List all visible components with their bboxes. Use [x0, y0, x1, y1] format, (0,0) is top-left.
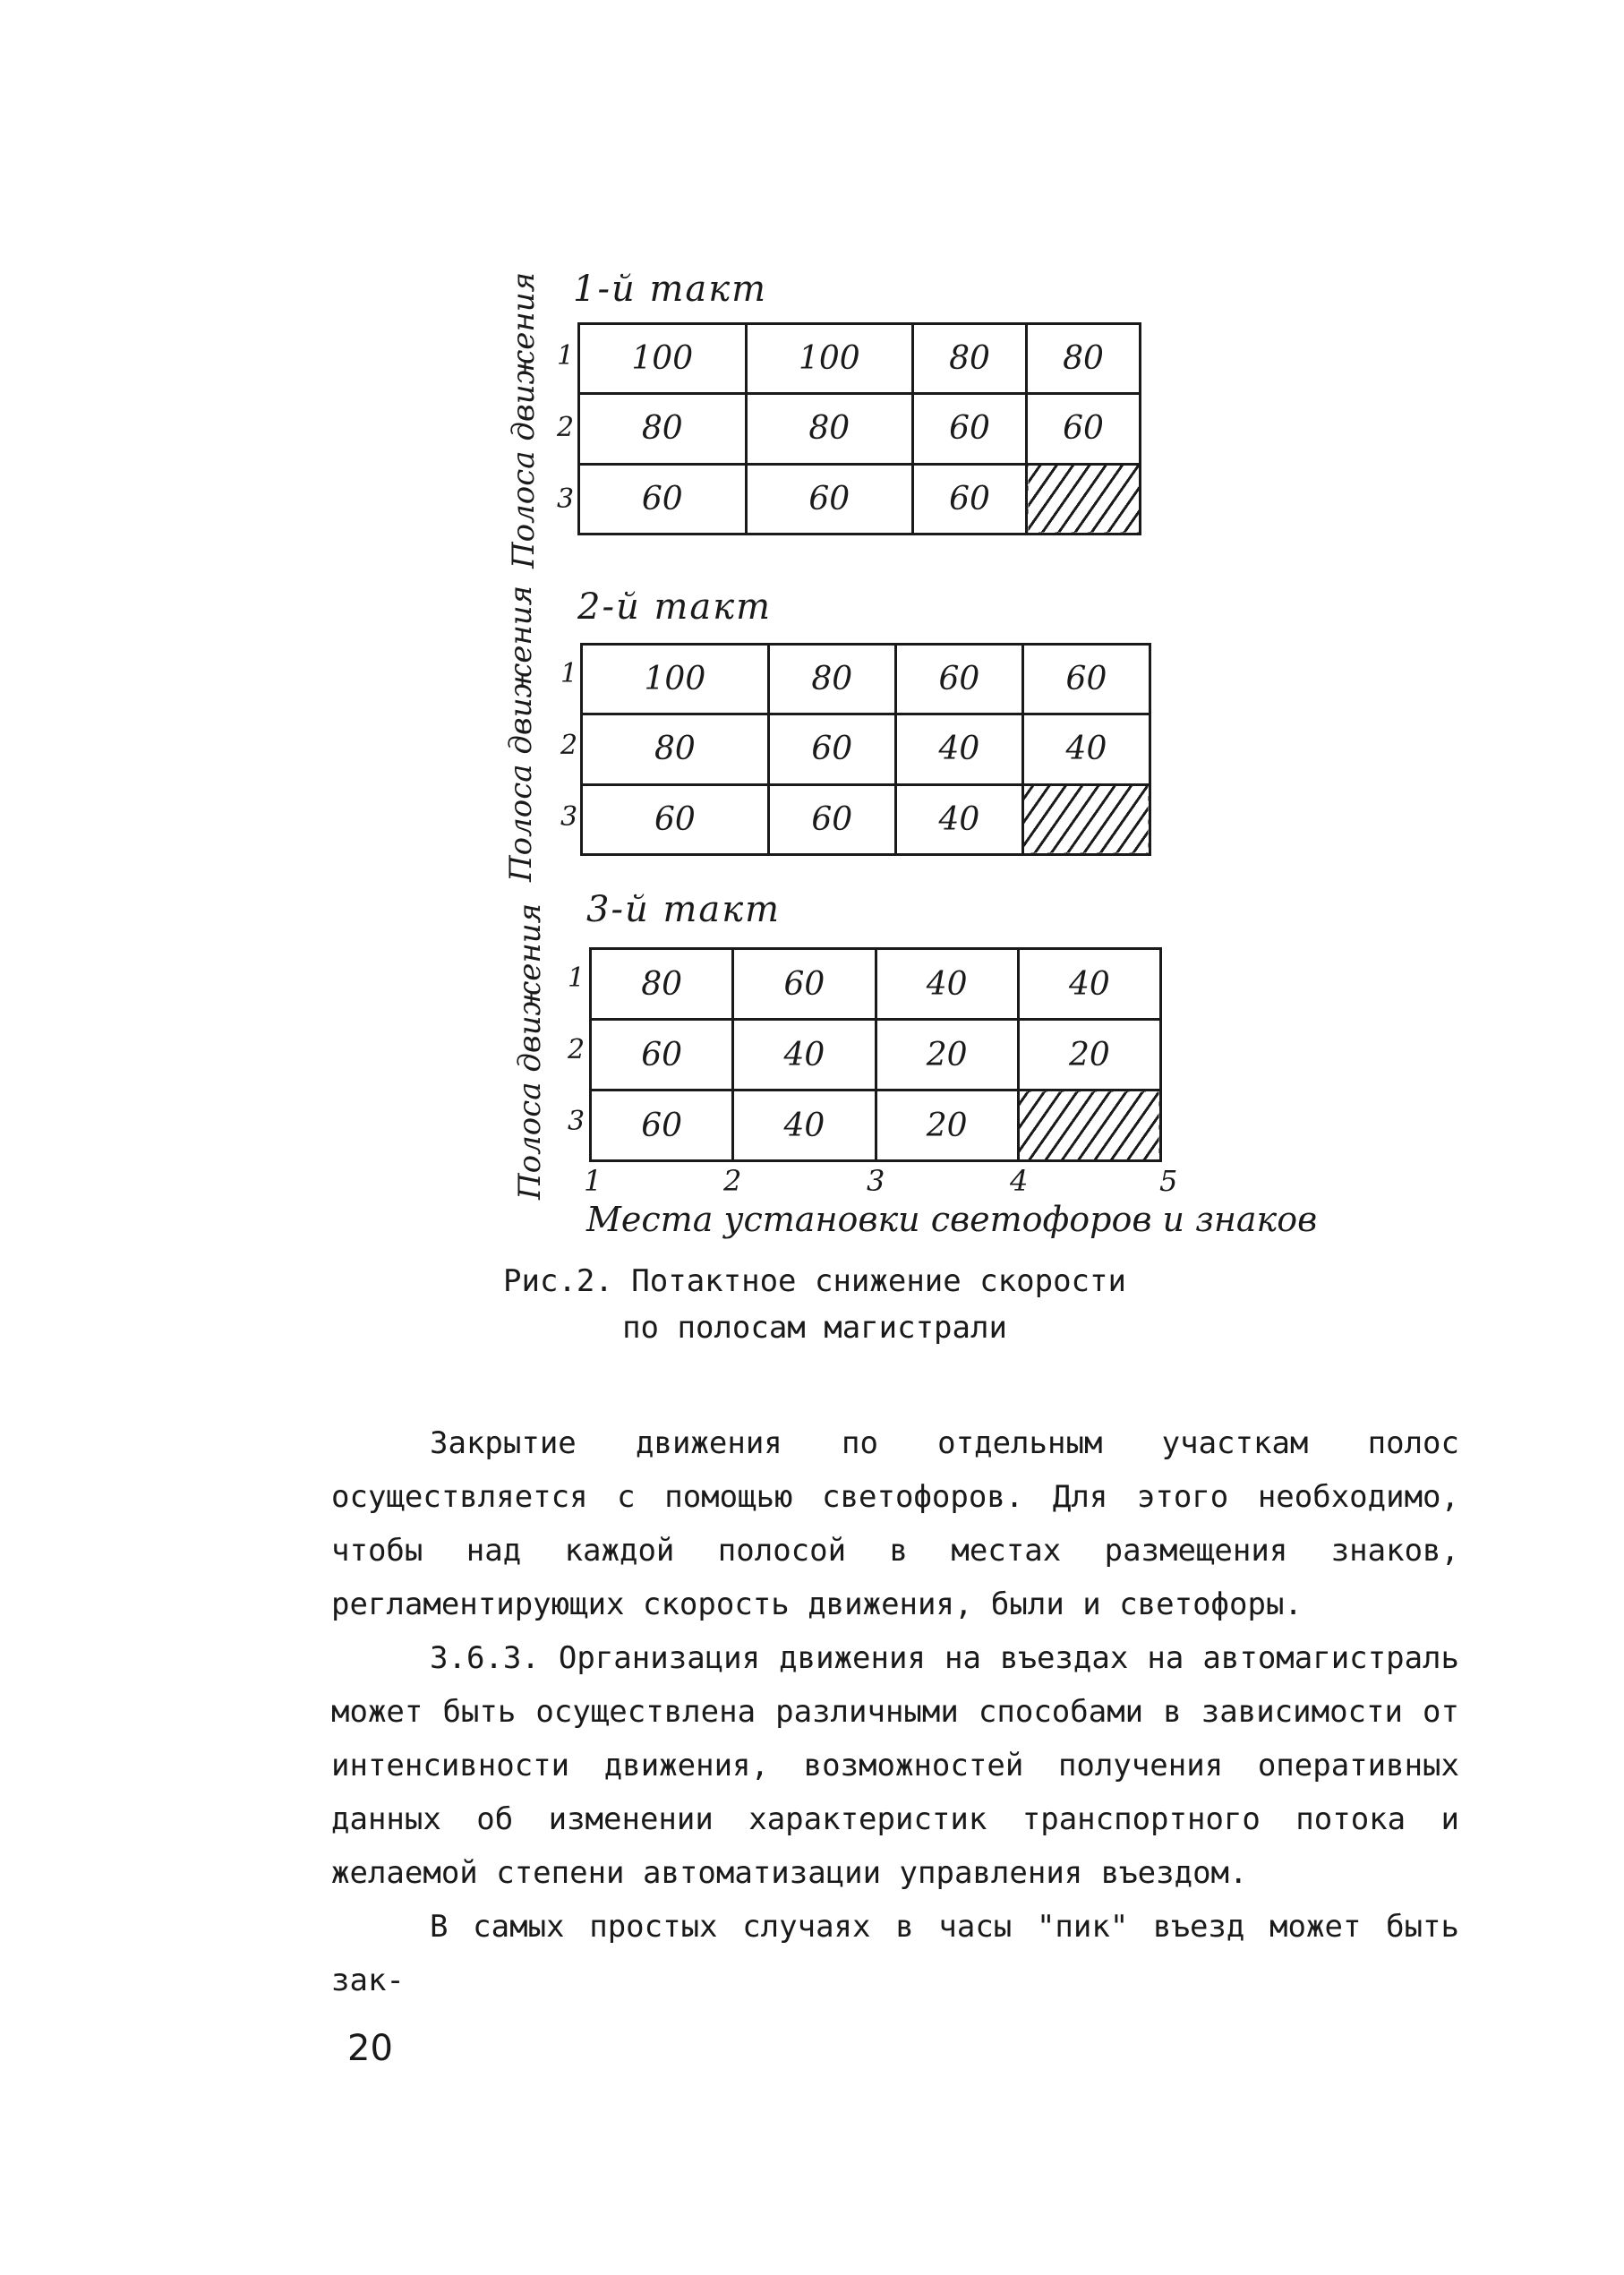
cell: 80	[582, 714, 769, 784]
cell: 60	[768, 784, 895, 854]
cell: 40	[895, 784, 1022, 854]
paragraph: Закрытие движения по отдельным участкам полос осуществляется с помощью светофоров. Для этого необходимо, чтобы над каждой полосой в местах размещения знаков, регламентирующих скорость движения, были и светофоры.	[331, 1425, 1459, 1622]
tact-1-table	[577, 322, 1141, 535]
cell: 60	[1022, 645, 1150, 714]
tact-3-row-num: 1	[568, 962, 585, 994]
cell: 60	[733, 949, 876, 1020]
tact-3-title: 3-й такт	[586, 889, 782, 930]
tact-1-row-num: 3	[557, 483, 575, 515]
tact-1-title: 1-й такт	[573, 269, 768, 310]
page-number: 20	[347, 2028, 393, 2069]
cell: 40	[1018, 949, 1160, 1020]
x-axis-label: Места установки светофоров и знаков	[586, 1200, 1318, 1239]
tact-2-table	[580, 643, 1151, 856]
tact-1-row-num: 2	[557, 412, 575, 443]
tact-3-row-num: 3	[568, 1106, 585, 1137]
caption-line-1: Рис.2. Потактное снижение скорости	[503, 1263, 1126, 1299]
x-number: 1	[584, 1164, 603, 1198]
tact-2-row-num: 2	[560, 730, 578, 761]
cell: 40	[876, 949, 1018, 1020]
cell: 40	[733, 1090, 876, 1161]
cell: 100	[582, 645, 769, 714]
paragraph: В самых простых случаях в часы "пик" въезд может быть зак-	[331, 1909, 1459, 1998]
cell: 80	[579, 394, 747, 464]
cell: 60	[895, 645, 1022, 714]
tact-1-row-num: 1	[557, 340, 575, 372]
hatched-closed-cell	[1027, 464, 1141, 534]
cell: 20	[876, 1020, 1018, 1090]
cell: 80	[746, 394, 913, 464]
tact-2-axis-label: Полоса движения	[503, 585, 539, 882]
tact-1-axis-label: Полоса движения	[506, 271, 542, 569]
cell: 60	[591, 1020, 733, 1090]
cell: 60	[591, 1090, 733, 1161]
x-number: 3	[867, 1164, 885, 1198]
cell: 80	[913, 324, 1027, 394]
cell: 40	[1022, 714, 1150, 784]
hatched-closed-cell	[1022, 784, 1150, 854]
cell: 40	[733, 1020, 876, 1090]
cell: 60	[768, 714, 895, 784]
body-text	[331, 1416, 1459, 2007]
cell: 60	[582, 784, 769, 854]
tact-2-row-num: 1	[560, 658, 578, 689]
tact-2-title: 2-й такт	[577, 586, 773, 628]
cell: 60	[913, 464, 1027, 534]
x-number: 4	[1010, 1164, 1029, 1198]
tact-3-row-num: 2	[568, 1034, 585, 1065]
figure-caption	[412, 1258, 1218, 1351]
cell: 100	[579, 324, 747, 394]
hatched-closed-cell	[1018, 1090, 1160, 1161]
cell: 80	[768, 645, 895, 714]
cell: 20	[876, 1090, 1018, 1161]
cell: 40	[895, 714, 1022, 784]
cell: 20	[1018, 1020, 1160, 1090]
cell: 60	[913, 394, 1027, 464]
tact-3-axis-label: Полоса движения	[512, 902, 548, 1200]
cell: 60	[1027, 394, 1141, 464]
caption-line-2: по полосам магистрали	[622, 1310, 1007, 1346]
tact-3-table	[589, 947, 1162, 1162]
tact-2-row-num: 3	[560, 801, 578, 833]
cell: 60	[579, 464, 747, 534]
cell: 80	[591, 949, 733, 1020]
x-number: 2	[723, 1164, 742, 1198]
x-number: 5	[1159, 1164, 1178, 1198]
cell: 100	[746, 324, 913, 394]
cell: 60	[746, 464, 913, 534]
paragraph: 3.6.3. Организация движения на въездах на автомагистраль может быть осуществлена различными способами в зависимости от интенсивности движения, возможностей получения оперативных данных об изменении характеристик транспортного потока и желаемой степени автоматизации управления въездом.	[331, 1640, 1459, 1891]
cell: 80	[1027, 324, 1141, 394]
